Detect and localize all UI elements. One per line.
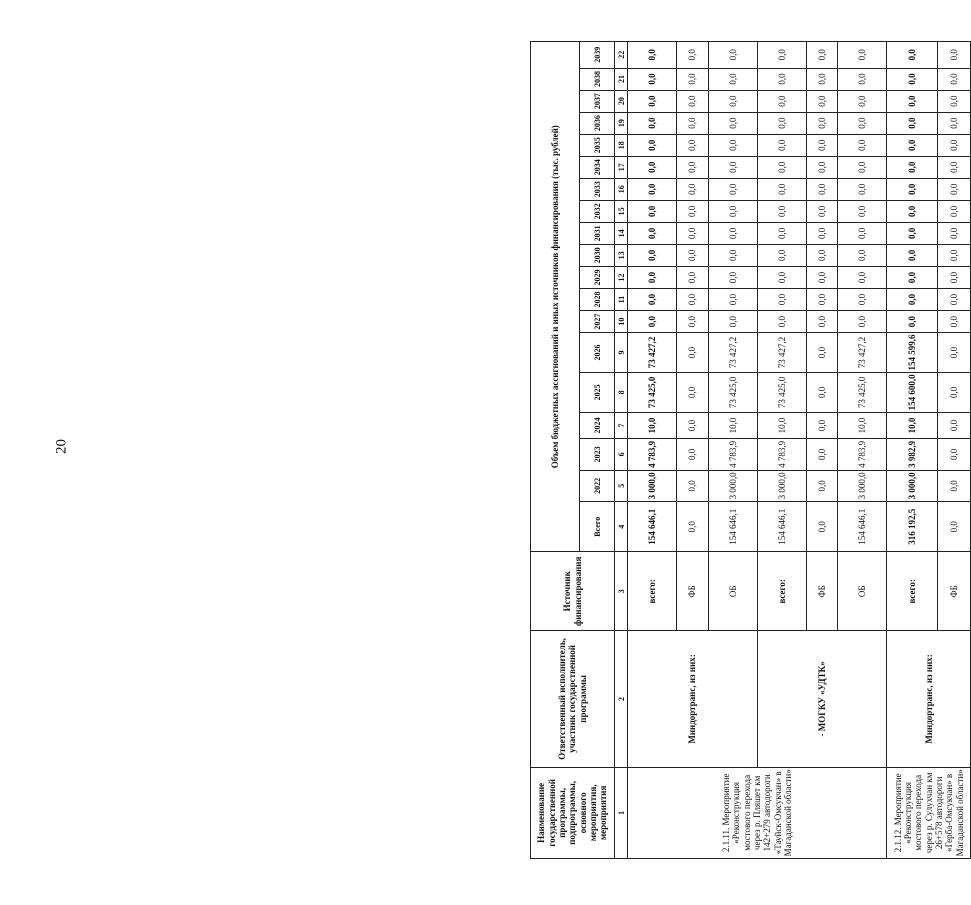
year-value: 73 427,2 — [708, 333, 757, 373]
year-value: 3 000,0 — [757, 470, 806, 501]
year-value: 0,0 — [937, 372, 970, 412]
year-value: 3 000,0 — [838, 470, 887, 501]
year-value: 0,0 — [757, 68, 806, 90]
year-value: 0,0 — [838, 222, 887, 244]
year-value: 0,0 — [676, 288, 708, 310]
year-value: 0,0 — [757, 288, 806, 310]
financing-table — [530, 41, 971, 859]
year-value: 0,0 — [628, 68, 677, 90]
year-value: 0,0 — [708, 288, 757, 310]
year-value: 0,0 — [806, 68, 838, 90]
year-value: 0,0 — [757, 266, 806, 288]
column-number: 2 — [615, 631, 628, 767]
year-value: 0,0 — [937, 244, 970, 266]
year-value: 4 783,9 — [838, 439, 887, 470]
year-value: 10,0 — [887, 412, 938, 438]
year-value: 0,0 — [708, 42, 757, 69]
year-value: 73 427,2 — [838, 333, 887, 373]
year-value: 0,0 — [628, 311, 677, 333]
year-value: 0,0 — [887, 178, 938, 200]
year-value: 0,0 — [937, 222, 970, 244]
year-value: 0,0 — [708, 112, 757, 134]
year-value: 0,0 — [887, 134, 938, 156]
header-year: 2026 — [580, 333, 615, 373]
total-value: 154 646,1 — [757, 502, 806, 552]
year-value: 0,0 — [628, 156, 677, 178]
year-value: 0,0 — [676, 470, 708, 501]
header-year: 2027 — [580, 311, 615, 333]
column-number: 7 — [615, 412, 628, 438]
year-value: 4 783,9 — [708, 439, 757, 470]
year-value: 4 783,9 — [628, 439, 677, 470]
year-value: 0,0 — [676, 266, 708, 288]
funding-source: ФБ — [676, 552, 708, 631]
funding-source: ОБ — [708, 552, 757, 631]
year-value: 0,0 — [806, 372, 838, 412]
year-value: 3 000,0 — [887, 470, 938, 501]
header-year: 2033 — [580, 178, 615, 200]
year-value: 0,0 — [708, 222, 757, 244]
year-value: 0,0 — [937, 156, 970, 178]
year-value: 0,0 — [806, 156, 838, 178]
year-value: 0,0 — [628, 42, 677, 69]
year-value: 73 425,0 — [838, 372, 887, 412]
year-value: 0,0 — [708, 311, 757, 333]
year-value: 10,0 — [708, 412, 757, 438]
year-value: 0,0 — [887, 266, 938, 288]
year-value: 0,0 — [757, 200, 806, 222]
column-number: 16 — [615, 178, 628, 200]
year-value: 0,0 — [628, 90, 677, 112]
year-value: 0,0 — [628, 288, 677, 310]
year-value: 0,0 — [887, 200, 938, 222]
year-value: 0,0 — [937, 68, 970, 90]
column-number: 21 — [615, 68, 628, 90]
year-value: 0,0 — [806, 222, 838, 244]
year-value: 0,0 — [937, 42, 970, 69]
total-value: 0,0 — [937, 502, 970, 552]
year-value: 3 000,0 — [628, 470, 677, 501]
year-value: 0,0 — [937, 266, 970, 288]
year-value: 0,0 — [937, 333, 970, 373]
year-value: 0,0 — [806, 266, 838, 288]
header-year: 2030 — [580, 244, 615, 266]
year-value: 0,0 — [676, 412, 708, 438]
funding-source: всего: — [628, 552, 677, 631]
header-year: 2025 — [580, 372, 615, 412]
year-value: 0,0 — [937, 412, 970, 438]
year-value: 73 425,0 — [757, 372, 806, 412]
year-value: 0,0 — [676, 90, 708, 112]
year-value: 0,0 — [838, 134, 887, 156]
year-value: 0,0 — [838, 200, 887, 222]
header-program-name: Наименование государственной программы, подпрограммы, основного мероприятия, мероприятия — [531, 767, 615, 858]
year-value: 0,0 — [757, 90, 806, 112]
year-value: 0,0 — [937, 90, 970, 112]
column-number: 18 — [615, 134, 628, 156]
header-executor: Ответственный исполнитель, участник государственной программы — [531, 631, 615, 767]
year-value: 0,0 — [676, 178, 708, 200]
column-number: 8 — [615, 372, 628, 412]
year-value: 154 600,0 — [887, 372, 938, 412]
total-value: 154 646,1 — [708, 502, 757, 552]
year-value: 0,0 — [676, 42, 708, 69]
year-value: 0,0 — [628, 178, 677, 200]
executor-name: Миндортранс, из них: — [887, 631, 971, 767]
year-value: 0,0 — [628, 266, 677, 288]
year-value: 0,0 — [806, 178, 838, 200]
year-value: 0,0 — [757, 112, 806, 134]
column-number: 22 — [615, 42, 628, 69]
year-value: 0,0 — [937, 134, 970, 156]
total-value: 154 646,1 — [838, 502, 887, 552]
year-value: 0,0 — [676, 222, 708, 244]
column-number: 12 — [615, 266, 628, 288]
year-value: 0,0 — [676, 333, 708, 373]
header-year: 2039 — [580, 42, 615, 69]
header-year: 2022 — [580, 470, 615, 501]
year-value: 0,0 — [757, 244, 806, 266]
header-year: 2037 — [580, 90, 615, 112]
year-value: 0,0 — [887, 90, 938, 112]
year-value: 0,0 — [806, 439, 838, 470]
year-value: 0,0 — [838, 244, 887, 266]
column-number: 9 — [615, 333, 628, 373]
year-value: 0,0 — [937, 311, 970, 333]
funding-source: ФБ — [937, 552, 970, 631]
header-year: 2034 — [580, 156, 615, 178]
measure-name: 2.1.11. Мероприятие «Реконструкция мостового перехода через р. Пляшет км 142+279 автодороги «Тауйск-Омсукчан» в Магаданской области» — [628, 767, 887, 858]
year-value: 0,0 — [708, 68, 757, 90]
year-value: 0,0 — [806, 333, 838, 373]
table-row — [628, 42, 677, 859]
executor-name: - МОГКУ «УДТК» — [757, 631, 887, 767]
year-value: 0,0 — [838, 178, 887, 200]
total-value: 154 646,1 — [628, 502, 677, 552]
year-value: 0,0 — [676, 439, 708, 470]
funding-source: всего: — [757, 552, 806, 631]
year-value: 0,0 — [806, 42, 838, 69]
year-value: 0,0 — [937, 439, 970, 470]
year-value: 0,0 — [887, 311, 938, 333]
year-value: 0,0 — [628, 112, 677, 134]
year-value: 0,0 — [937, 288, 970, 310]
header-year: 2023 — [580, 439, 615, 470]
year-value: 10,0 — [628, 412, 677, 438]
measure-name: 2.1.12. Мероприятие «Реконструкция мостового перехода через р. Сулухчан км 26+578 автодороги «Герба-Омсукчан» в Магаданской области» — [887, 767, 971, 858]
year-value: 3 982,9 — [887, 439, 938, 470]
year-value: 0,0 — [757, 42, 806, 69]
year-value: 0,0 — [937, 200, 970, 222]
year-value: 0,0 — [838, 288, 887, 310]
header-financing-volume: Объем бюджетных ассигнований и иных источников финансирования (тыс. рублей) — [531, 42, 580, 552]
year-value: 0,0 — [887, 244, 938, 266]
year-value: 0,0 — [676, 112, 708, 134]
year-value: 0,0 — [676, 134, 708, 156]
year-value: 0,0 — [628, 200, 677, 222]
year-value: 0,0 — [708, 266, 757, 288]
year-value: 0,0 — [806, 90, 838, 112]
table-body — [628, 42, 971, 859]
column-number: 15 — [615, 200, 628, 222]
column-number: 14 — [615, 222, 628, 244]
year-value: 0,0 — [937, 470, 970, 501]
year-value: 0,0 — [708, 90, 757, 112]
year-value: 0,0 — [757, 222, 806, 244]
year-value: 0,0 — [838, 42, 887, 69]
header-year: 2028 — [580, 288, 615, 310]
year-value: 0,0 — [838, 90, 887, 112]
year-value: 0,0 — [887, 288, 938, 310]
page-number: 20 — [53, 439, 70, 454]
year-value: 0,0 — [676, 68, 708, 90]
header-year: 2032 — [580, 200, 615, 222]
year-value: 0,0 — [887, 42, 938, 69]
year-value: 73 425,0 — [708, 372, 757, 412]
year-value: 0,0 — [806, 244, 838, 266]
year-value: 0,0 — [757, 134, 806, 156]
year-value: 0,0 — [806, 470, 838, 501]
funding-source: всего: — [887, 552, 938, 631]
year-value: 0,0 — [887, 222, 938, 244]
column-number: 3 — [615, 552, 628, 631]
year-value: 0,0 — [757, 178, 806, 200]
year-value: 0,0 — [838, 68, 887, 90]
total-value: 0,0 — [676, 502, 708, 552]
year-value: 0,0 — [806, 412, 838, 438]
funding-source: ФБ — [806, 552, 838, 631]
year-value: 0,0 — [887, 68, 938, 90]
column-number: 1 — [615, 767, 628, 858]
column-number-row — [615, 42, 628, 859]
executor-name: Миндортранс, из них: — [628, 631, 758, 767]
year-value: 0,0 — [628, 134, 677, 156]
funding-source: ОБ — [838, 552, 887, 631]
header-year: 2024 — [580, 412, 615, 438]
year-value: 0,0 — [806, 112, 838, 134]
year-value: 0,0 — [708, 134, 757, 156]
year-value: 0,0 — [676, 200, 708, 222]
header-year: 2035 — [580, 134, 615, 156]
header-year: 2036 — [580, 112, 615, 134]
year-value: 154 599,6 — [887, 333, 938, 373]
year-value: 0,0 — [937, 112, 970, 134]
rotated-table-wrapper — [530, 41, 971, 859]
year-value: 0,0 — [838, 266, 887, 288]
column-number: 10 — [615, 311, 628, 333]
column-number: 13 — [615, 244, 628, 266]
year-value: 0,0 — [757, 156, 806, 178]
year-value: 0,0 — [887, 112, 938, 134]
table-row — [887, 42, 938, 859]
column-number: 11 — [615, 288, 628, 310]
year-value: 0,0 — [806, 200, 838, 222]
year-value: 0,0 — [806, 288, 838, 310]
year-value: 0,0 — [806, 311, 838, 333]
year-value: 0,0 — [757, 311, 806, 333]
year-value: 0,0 — [628, 222, 677, 244]
year-value: 0,0 — [676, 156, 708, 178]
year-value: 0,0 — [708, 178, 757, 200]
year-value: 0,0 — [708, 244, 757, 266]
year-value: 0,0 — [628, 244, 677, 266]
header-source: Источник финансирования — [531, 552, 615, 631]
year-value: 0,0 — [676, 311, 708, 333]
year-value: 4 783,9 — [757, 439, 806, 470]
year-value: 0,0 — [708, 156, 757, 178]
column-number: 4 — [615, 502, 628, 552]
column-number: 20 — [615, 90, 628, 112]
column-number: 6 — [615, 439, 628, 470]
year-value: 0,0 — [676, 372, 708, 412]
column-number: 17 — [615, 156, 628, 178]
total-value: 0,0 — [806, 502, 838, 552]
year-value: 3 000,0 — [708, 470, 757, 501]
year-value: 73 427,2 — [628, 333, 677, 373]
header-year: 2029 — [580, 266, 615, 288]
total-value: 316 192,5 — [887, 502, 938, 552]
year-value: 0,0 — [887, 156, 938, 178]
header-year: 2038 — [580, 68, 615, 90]
column-number: 5 — [615, 470, 628, 501]
year-value: 10,0 — [757, 412, 806, 438]
year-value: 0,0 — [806, 134, 838, 156]
year-value: 0,0 — [838, 311, 887, 333]
year-value: 0,0 — [838, 112, 887, 134]
table-row — [757, 42, 806, 859]
header-year: 2031 — [580, 222, 615, 244]
year-value: 0,0 — [708, 200, 757, 222]
header-total: Всего — [580, 502, 615, 552]
column-number: 19 — [615, 112, 628, 134]
year-value: 0,0 — [838, 156, 887, 178]
year-value: 73 425,0 — [628, 372, 677, 412]
year-value: 0,0 — [676, 244, 708, 266]
year-value: 73 427,2 — [757, 333, 806, 373]
year-value: 0,0 — [937, 178, 970, 200]
year-value: 10,0 — [838, 412, 887, 438]
